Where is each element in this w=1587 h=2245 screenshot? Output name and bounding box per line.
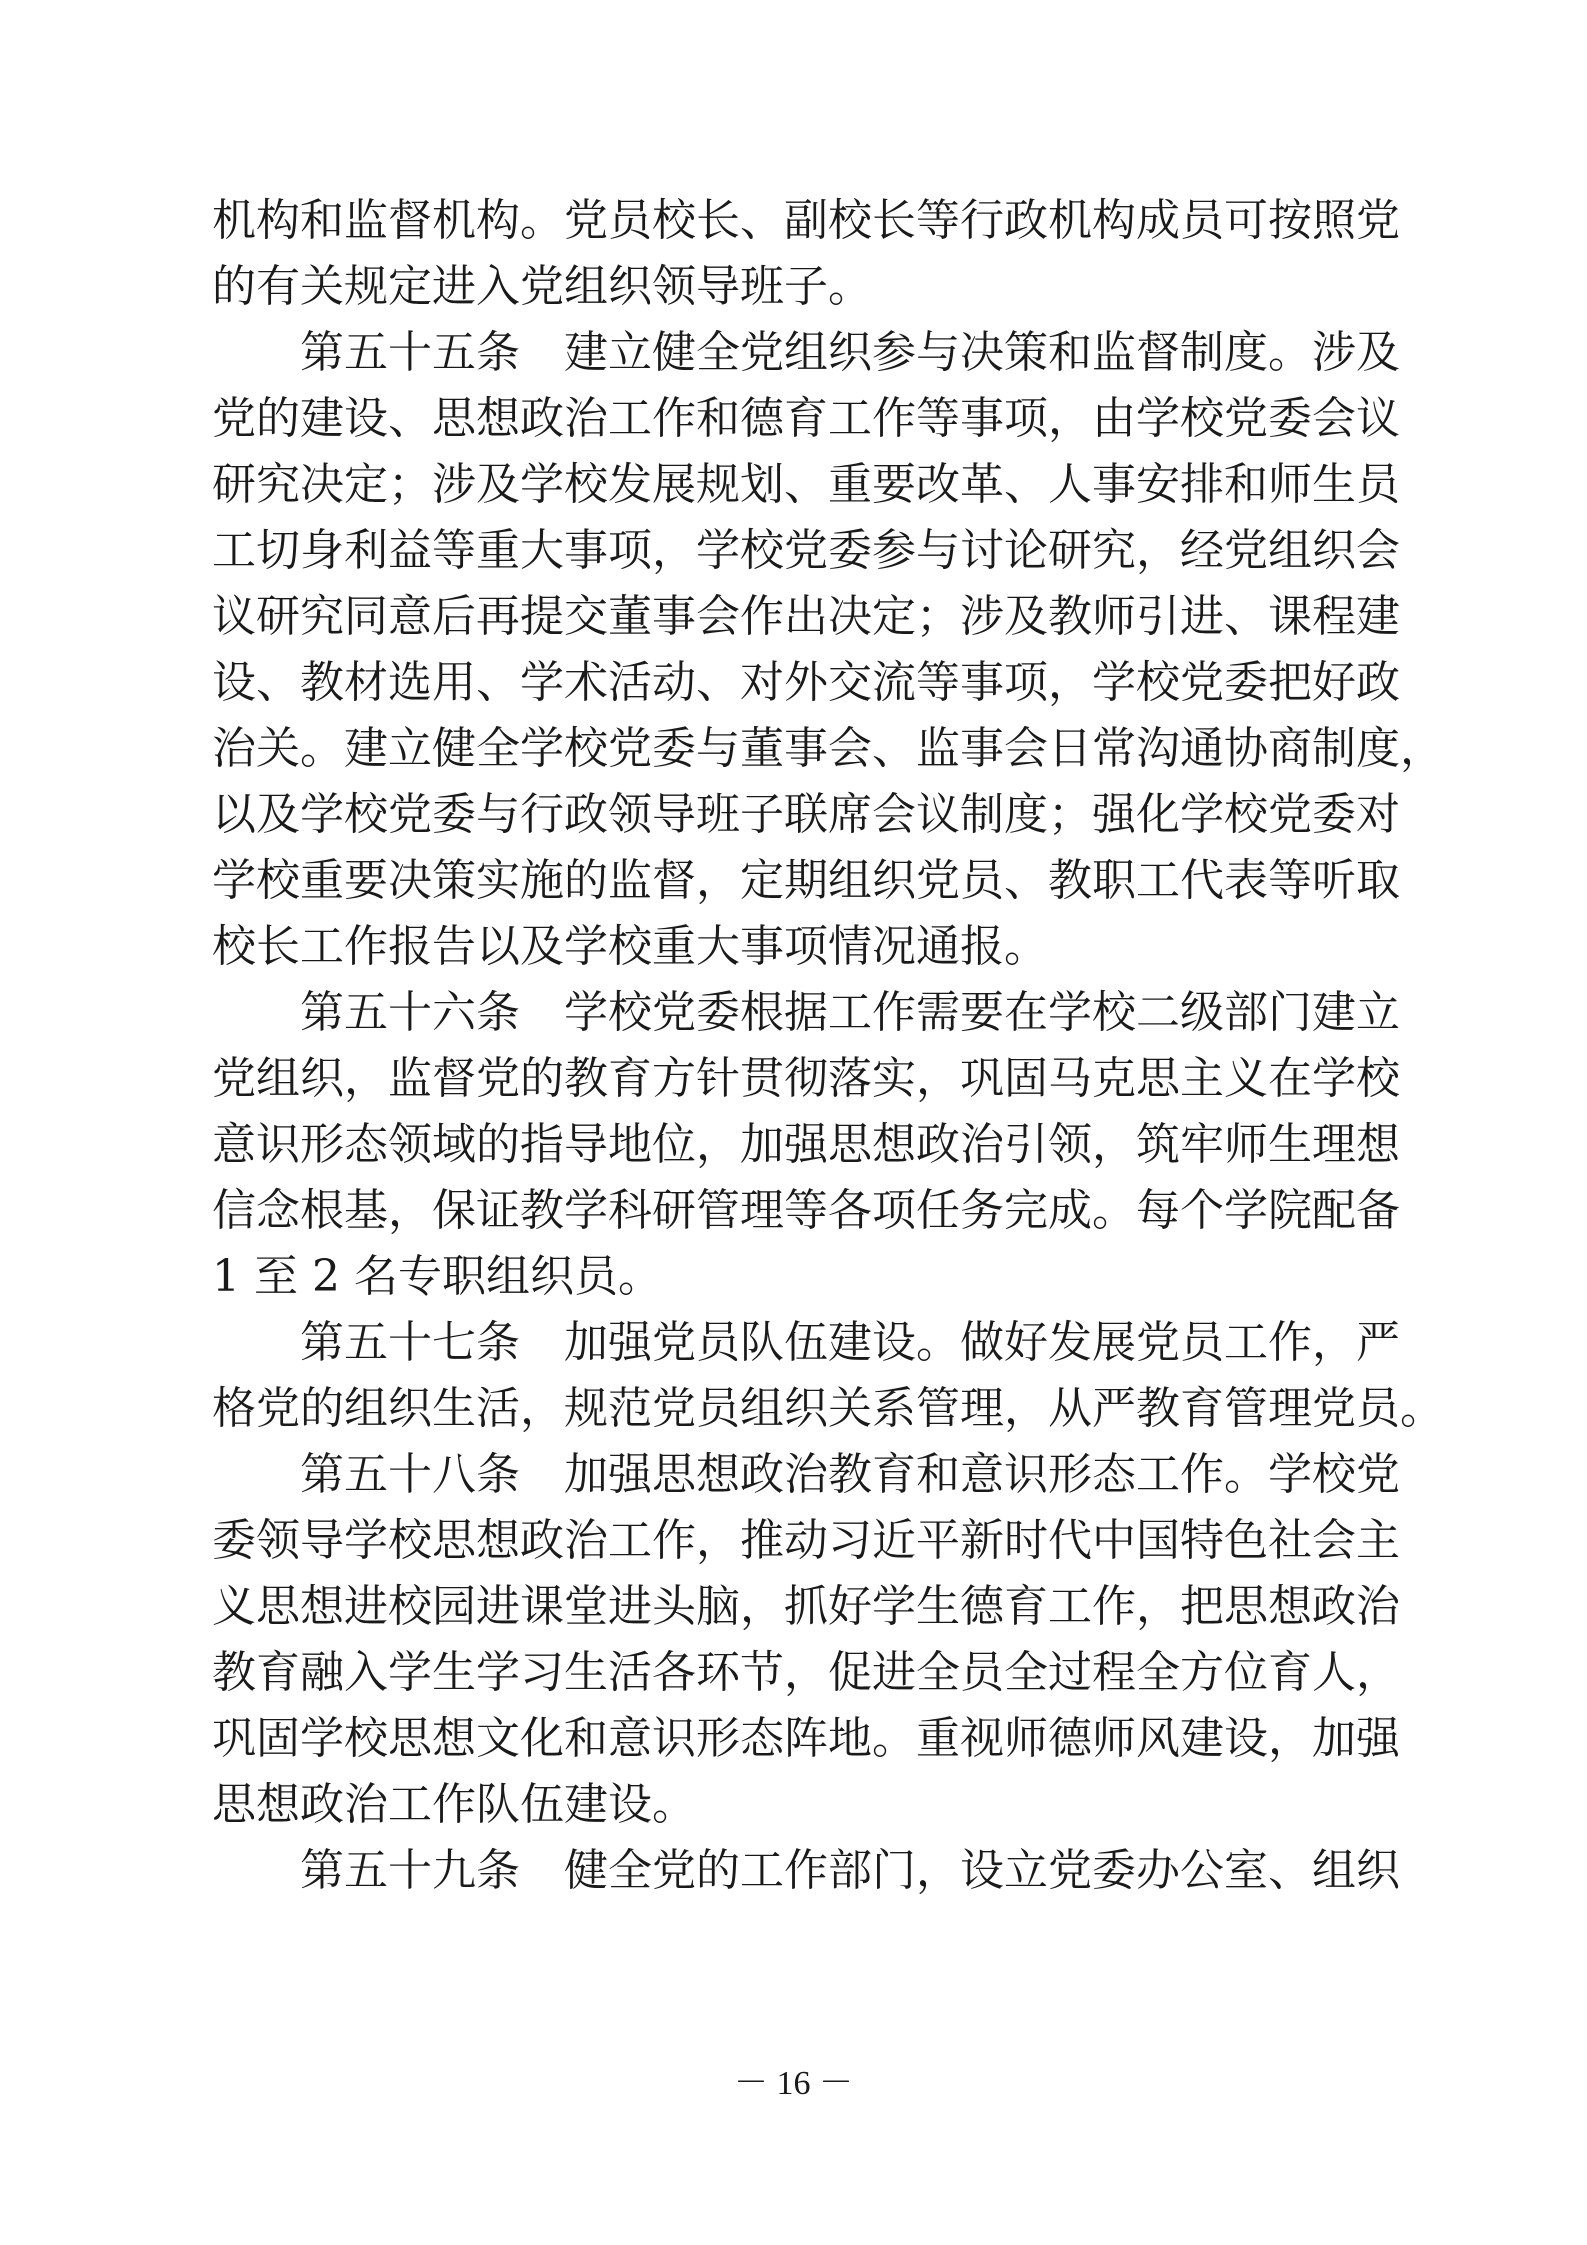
text-line: 治关。建立健全学校党委与董事会、监事会日常沟通协商制度，	[212, 723, 1444, 774]
text-line: 委领导学校思想政治工作，推动习近平新时代中国特色社会主	[212, 1515, 1400, 1566]
text-line: 研究决定；涉及学校发展规划、重要改革、人事安排和师生员	[212, 459, 1400, 510]
text-line: 以及学校党委与行政领导班子联席会议制度；强化学校党委对	[212, 789, 1400, 840]
text-line: 学校重要决策实施的监督，定期组织党员、教职工代表等听取	[212, 855, 1400, 906]
article-59-heading-line: 第五十九条 健全党的工作部门，设立党委办公室、组织	[300, 1845, 1400, 1896]
text-line: 党的建设、思想政治工作和德育工作等事项，由学校党委会议	[212, 393, 1400, 444]
text-line: 机构和监督机构。党员校长、副校长等行政机构成员可按照党	[212, 195, 1400, 246]
article-57-heading-line: 第五十七条 加强党员队伍建设。做好发展党员工作，严	[300, 1317, 1400, 1368]
text-line: 工切身利益等重大事项，学校党委参与讨论研究，经党组织会	[212, 525, 1400, 576]
text-line: 思想政治工作队伍建设。	[212, 1779, 696, 1830]
article-58-heading-line: 第五十八条 加强思想政治教育和意识形态工作。学校党	[300, 1449, 1400, 1500]
text-line: 议研究同意后再提交董事会作出决定；涉及教师引进、课程建	[212, 591, 1400, 642]
text-line: 意识形态领域的指导地位，加强思想政治引领，筑牢师生理想	[212, 1119, 1400, 1170]
text-line: 1 至 2 名专职组织员。	[212, 1251, 662, 1302]
text-line: 党组织，监督党的教育方针贯彻落实，巩固马克思主义在学校	[212, 1053, 1400, 1104]
text-line: 信念根基，保证教学科研管理等各项任务完成。每个学院配备	[212, 1185, 1400, 1236]
page-number: － 16 －	[734, 2065, 853, 2102]
text-line: 校长工作报告以及学校重大事项情况通报。	[212, 921, 1048, 972]
text-line: 义思想进校园进课堂进头脑，抓好学生德育工作，把思想政治	[212, 1581, 1400, 1632]
text-line: 设、教材选用、学术活动、对外交流等事项，学校党委把好政	[212, 657, 1400, 708]
text-line: 巩固学校思想文化和意识形态阵地。重视师德师风建设，加强	[212, 1713, 1400, 1764]
text-line: 的有关规定进入党组织领导班子。	[212, 261, 872, 312]
text-line: 格党的组织生活，规范党员组织关系管理，从严教育管理党员。	[212, 1383, 1444, 1434]
article-55-heading-line: 第五十五条 建立健全党组织参与决策和监督制度。涉及	[300, 327, 1400, 378]
text-line: 教育融入学生学习生活各环节，促进全员全过程全方位育人，	[212, 1647, 1400, 1698]
article-56-heading-line: 第五十六条 学校党委根据工作需要在学校二级部门建立	[300, 987, 1400, 1038]
